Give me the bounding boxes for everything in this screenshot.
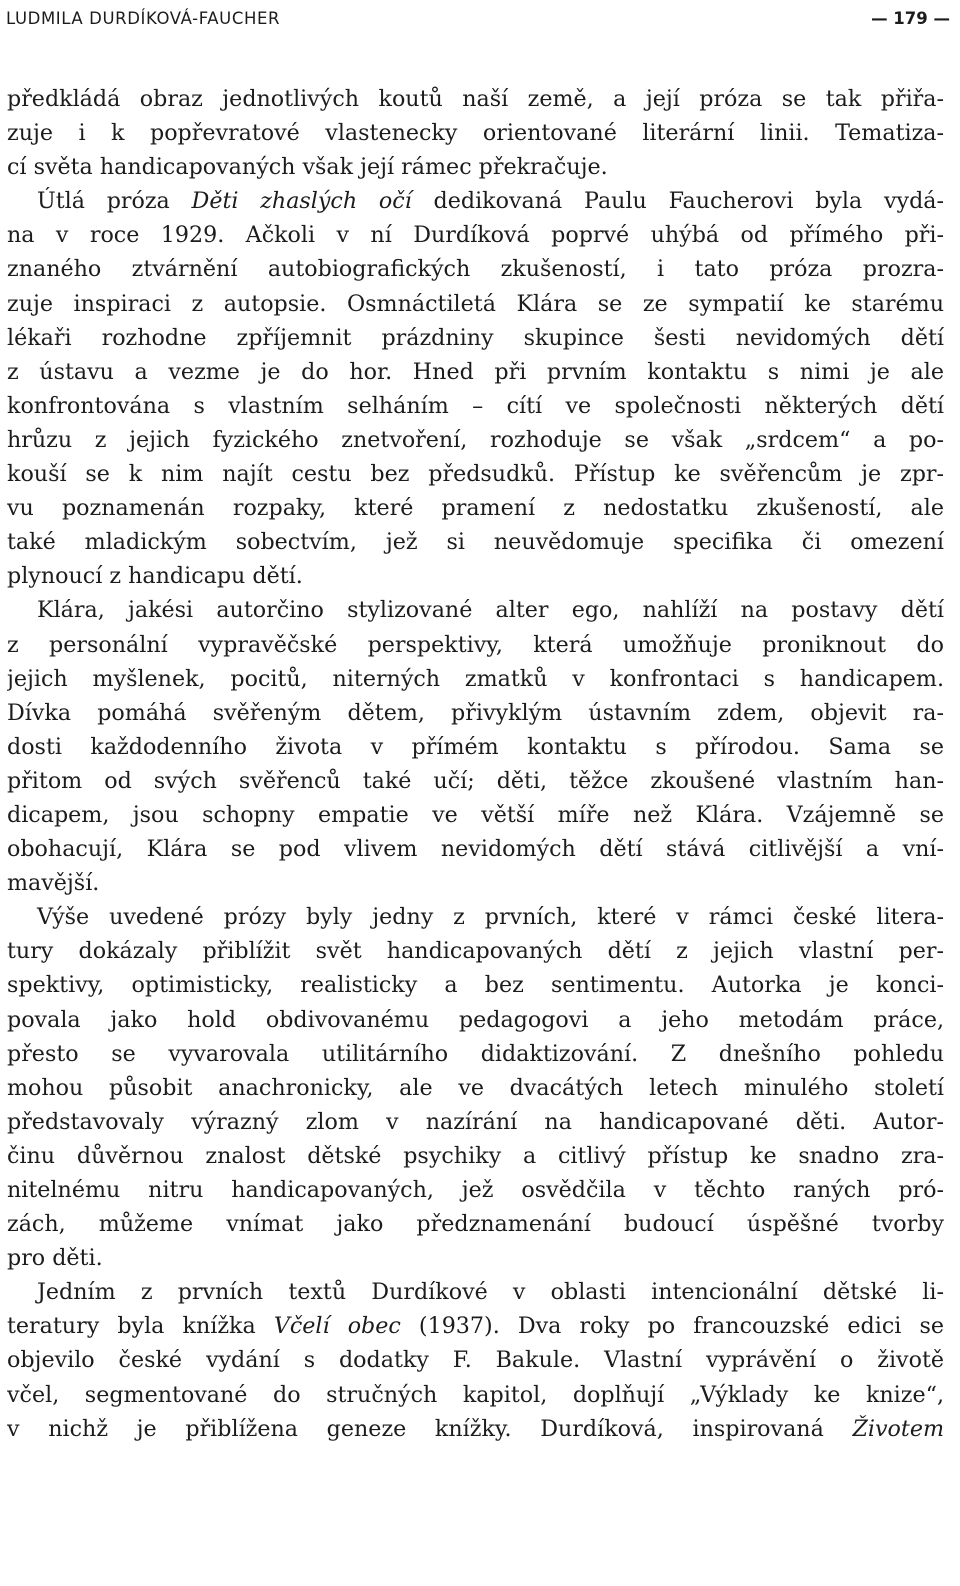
- text-segment: v nichž je přiblížena geneze knížky. Durdíková, inspirovaná: [7, 1415, 853, 1442]
- text-segment: mohou působit anachronicky, ale ve dvacátých letech minulého století: [7, 1074, 944, 1101]
- text-line: [7, 696, 944, 730]
- text-line: [7, 252, 944, 286]
- italic-title: Životem: [852, 1415, 944, 1442]
- text-segment: včel, segmentované do stručných kapitol, doplňují „Výklady ke knize“,: [7, 1381, 944, 1408]
- text-line: [7, 82, 944, 116]
- text-segment: teratury byla knížka: [7, 1313, 274, 1340]
- text-segment: zuje i k popřevratové vlastenecky orientované literární linii. Tematiza-: [7, 120, 944, 147]
- text-line: [7, 287, 944, 321]
- text-line: [7, 457, 944, 491]
- italic-title: Včelí obec: [273, 1313, 401, 1340]
- text-line: [7, 389, 944, 423]
- text-line: [7, 559, 944, 593]
- text-segment: spektivy, optimisticky, realisticky a bez sentimentu. Autorka je konci-: [7, 972, 944, 999]
- body-text: [7, 82, 944, 1446]
- text-line: [7, 1309, 944, 1343]
- text-line: [7, 491, 944, 525]
- text-line: [7, 593, 944, 627]
- text-segment: přesto se vyvarovala utilitárního didaktizování. Z dnešního pohledu: [7, 1040, 944, 1067]
- text-line: [7, 1275, 944, 1309]
- text-segment: lékaři rozhodne zpříjemnit prázdniny skupince šesti nevidomých dětí: [7, 324, 944, 351]
- text-segment: plynoucí z handicapu dětí.: [7, 563, 303, 590]
- text-line: [7, 1173, 944, 1207]
- text-line: [7, 1343, 944, 1377]
- text-segment: Útlá próza: [37, 188, 192, 215]
- text-segment: z ústavu a vezme je do hor. Hned při prvním kontaktu s nimi je ale: [7, 358, 944, 385]
- italic-title: Děti zhaslých očí: [191, 188, 412, 215]
- text-line: [7, 764, 944, 798]
- text-segment: dosti každodenního života v přímém kontaktu s přírodou. Sama se: [7, 733, 944, 760]
- text-line: [7, 662, 944, 696]
- text-line: [7, 934, 944, 968]
- text-line: [7, 628, 944, 662]
- text-segment: kouší se k nim najít cestu bez předsudků. Přístup ke svěřencům je zpr-: [7, 461, 944, 488]
- text-line: [7, 968, 944, 1002]
- text-segment: obohacují, Klára se pod vlivem nevidomých dětí stává citlivější a vní-: [7, 836, 944, 863]
- text-segment: dedikovaná Paulu Faucherovi byla vydá-: [411, 188, 944, 215]
- text-line: [7, 1139, 944, 1173]
- text-line: [7, 730, 944, 764]
- running-head-author: LUDMILA DURDÍKOVÁ-FAUCHER: [6, 8, 281, 28]
- text-segment: Dívka pomáhá svěřeným dětem, přivyklým ústavním zdem, objevit ra-: [7, 699, 944, 726]
- text-segment: (1937). Dva roky po francouzské edici se: [400, 1313, 944, 1340]
- text-segment: tury dokázaly přiblížit svět handicapovaných dětí z jejich vlastní per-: [7, 938, 944, 965]
- text-segment: jejich myšlenek, pocitů, niterných zmatků v konfrontaci s handicapem.: [7, 665, 944, 692]
- text-line: [7, 832, 944, 866]
- text-line: [7, 116, 944, 150]
- text-segment: pro děti.: [7, 1245, 103, 1272]
- text-segment: Výše uvedené prózy byly jedny z prvních, které v rámci české litera-: [37, 904, 944, 931]
- text-line: [7, 150, 944, 184]
- text-line: [7, 1071, 944, 1105]
- text-segment: konfrontována s vlastním selháním – cítí ve společnosti některých dětí: [7, 392, 944, 419]
- text-segment: představovaly výrazný zlom v nazírání na handicapované děti. Autor-: [7, 1108, 944, 1135]
- text-line: [7, 1003, 944, 1037]
- text-segment: zuje inspiraci z autopsie. Osmnáctiletá Klára se ze sympatií ke starému: [7, 290, 944, 317]
- text-line: [7, 1412, 944, 1446]
- text-line: [7, 184, 944, 218]
- text-segment: přitom od svých svěřenců také učí; děti, těžce zkoušené vlastním han-: [7, 767, 944, 794]
- text-line: [7, 1037, 944, 1071]
- text-line: [7, 525, 944, 559]
- text-line: [7, 866, 944, 900]
- text-segment: také mladickým sobectvím, jež si neuvědomuje specifika či omezení: [7, 529, 944, 556]
- text-segment: činu důvěrnou znalost dětské psychiky a citlivý přístup ke snadno zra-: [7, 1142, 944, 1169]
- text-segment: Klára, jakési autorčino stylizované alter ego, nahlíží na postavy dětí: [37, 597, 944, 624]
- running-head: [6, 4, 950, 32]
- text-line: [7, 1378, 944, 1412]
- text-segment: znaného ztvárnění autobiografických zkušeností, i tato próza prozra-: [7, 256, 944, 283]
- text-line: [7, 1105, 944, 1139]
- text-segment: mavější.: [7, 870, 100, 897]
- text-segment: hrůzu z jejich fyzického znetvoření, rozhoduje se však „srdcem“ a po-: [7, 426, 944, 453]
- page-number: — 179 —: [871, 8, 950, 28]
- text-segment: vu poznamenán rozpaky, které pramení z nedostatku zkušeností, ale: [7, 495, 944, 522]
- text-line: [7, 1207, 944, 1241]
- text-segment: nitelnému nitru handicapovaných, jež osvědčila v těchto raných pró-: [7, 1177, 944, 1203]
- text-segment: na v roce 1929. Ačkoli v ní Durdíková poprvé uhýbá od přímého při-: [7, 222, 944, 249]
- text-segment: dicapem, jsou schopny empatie ve větší míře než Klára. Vzájemně se: [7, 801, 944, 828]
- text-segment: povala jako hold obdivovanému pedagogovi a jeho metodám práce,: [7, 1006, 944, 1033]
- text-segment: z personální vypravěčské perspektivy, která umožňuje proniknout do: [7, 631, 944, 658]
- text-segment: objevilo české vydání s dodatky F. Bakule. Vlastní vyprávění o životě: [7, 1347, 944, 1374]
- text-line: [7, 218, 944, 252]
- text-line: [7, 423, 944, 457]
- text-line: [7, 900, 944, 934]
- text-segment: předkládá obraz jednotlivých koutů naší země, a její próza se tak přiřa-: [7, 86, 944, 112]
- text-line: [7, 1241, 944, 1275]
- text-line: [7, 355, 944, 389]
- text-segment: cí světa handicapovaných však její rámec překračuje.: [7, 154, 608, 181]
- text-segment: Jedním z prvních textů Durdíkové v oblasti intencionální dětské li-: [37, 1279, 944, 1306]
- text-segment: zách, můžeme vnímat jako předznamenání budoucí úspěšné tvorby: [7, 1211, 944, 1238]
- text-line: [7, 321, 944, 355]
- text-line: [7, 798, 944, 832]
